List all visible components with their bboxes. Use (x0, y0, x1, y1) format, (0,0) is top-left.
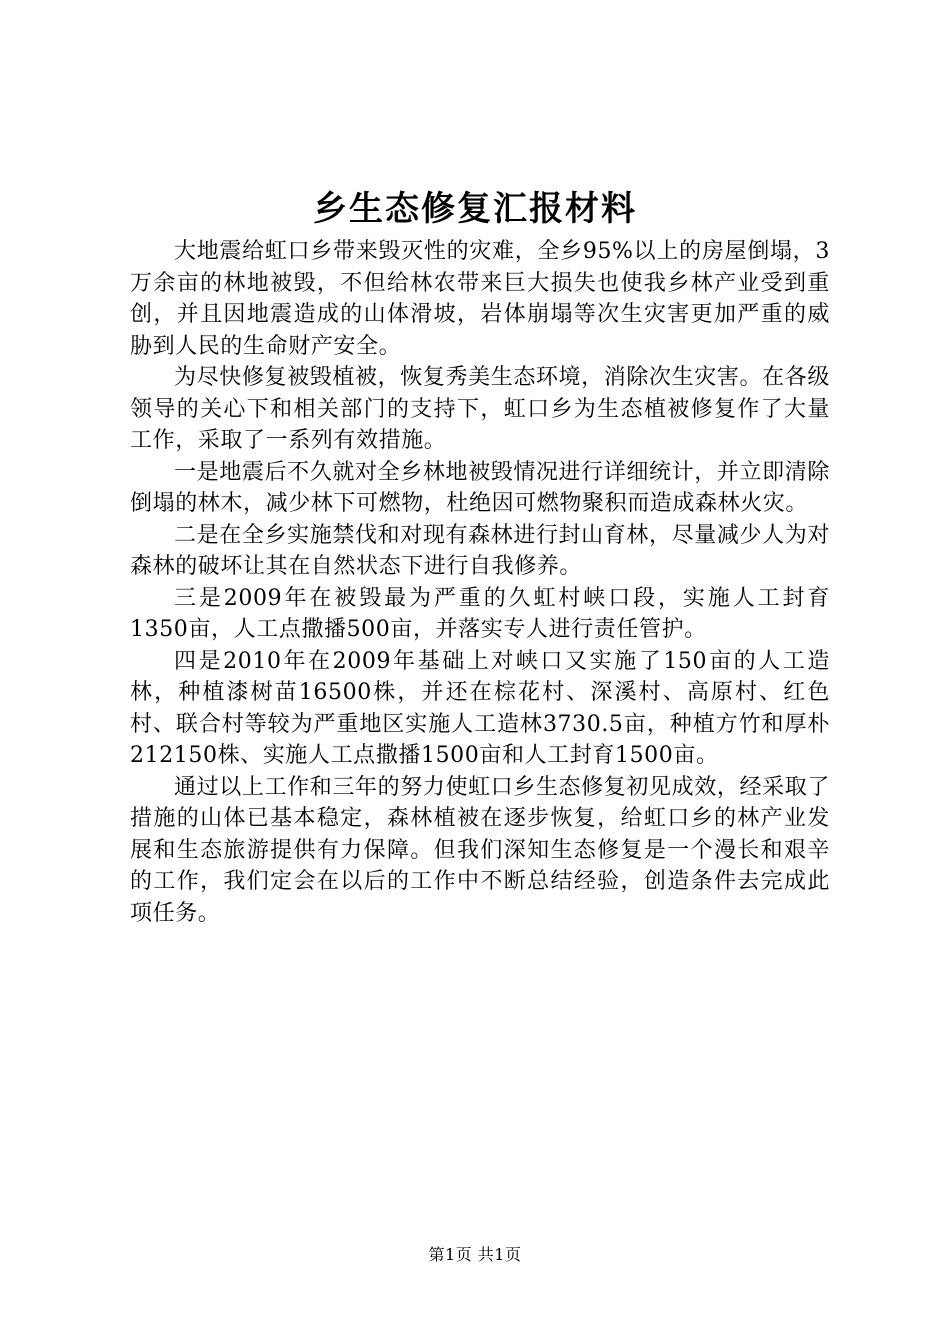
paragraph-measure-4: 四是2010年在2009年基础上对峡口又实施了150亩的人工造林，种植漆树苗16500株，并还在棕花村、深溪村、高原村、红色村、联合村等较为严重地区实施人工造林3730.5亩，种植方竹和厚朴212150株、实施人工点撒播1500亩和人工封育1500亩。 (130, 648, 830, 768)
page-footer: 第1页 共1页 (428, 1245, 522, 1264)
paragraph-intro: 大地震给虹口乡带来毁灭性的灾难，全乡95%以上的房屋倒塌，3万余亩的林地被毁，不但给林农带来巨大损失也使我乡林产业受到重创，并且因地震造成的山体滑坡，岩体崩塌等次生灾害更加严重的威胁到人民的生命财产安全。 (130, 239, 830, 359)
document-title: 乡生态修复汇报材料 (313, 189, 637, 229)
paragraph-measure-1: 一是地震后不久就对全乡林地被毁情况进行详细统计，并立即清除倒塌的林木，减少林下可燃物，杜绝因可燃物聚积而造成森林火灾。 (130, 459, 830, 516)
paragraph-measure-2: 二是在全乡实施禁伐和对现有森林进行封山育林，尽量减少人为对森林的破坏让其在自然状态下进行自我修养。 (130, 522, 830, 579)
paragraph-conclusion: 通过以上工作和三年的努力使虹口乡生态修复初见成效，经采取了措施的山体已基本稳定，森林植被在逐步恢复，给虹口乡的林产业发展和生态旅游提供有力保障。但我们深知生态修复是一个漫长和艰辛的工作，我们定会在以后的工作中不断总结经验，创造条件去完成此项任务。 (130, 774, 830, 926)
paragraph-measures: 为尽快修复被毁植被，恢复秀美生态环境，消除次生灾害。在各级领导的关心下和相关部门的支持下，虹口乡为生态植被修复作了大量工作，采取了一系列有效措施。 (130, 365, 830, 453)
document-body (130, 236, 830, 929)
paragraph-measure-3: 三是2009年在被毁最为严重的久虹村峡口段，实施人工封育1350亩，人工点撒播500亩，并落实专人进行责任管护。 (130, 585, 830, 642)
